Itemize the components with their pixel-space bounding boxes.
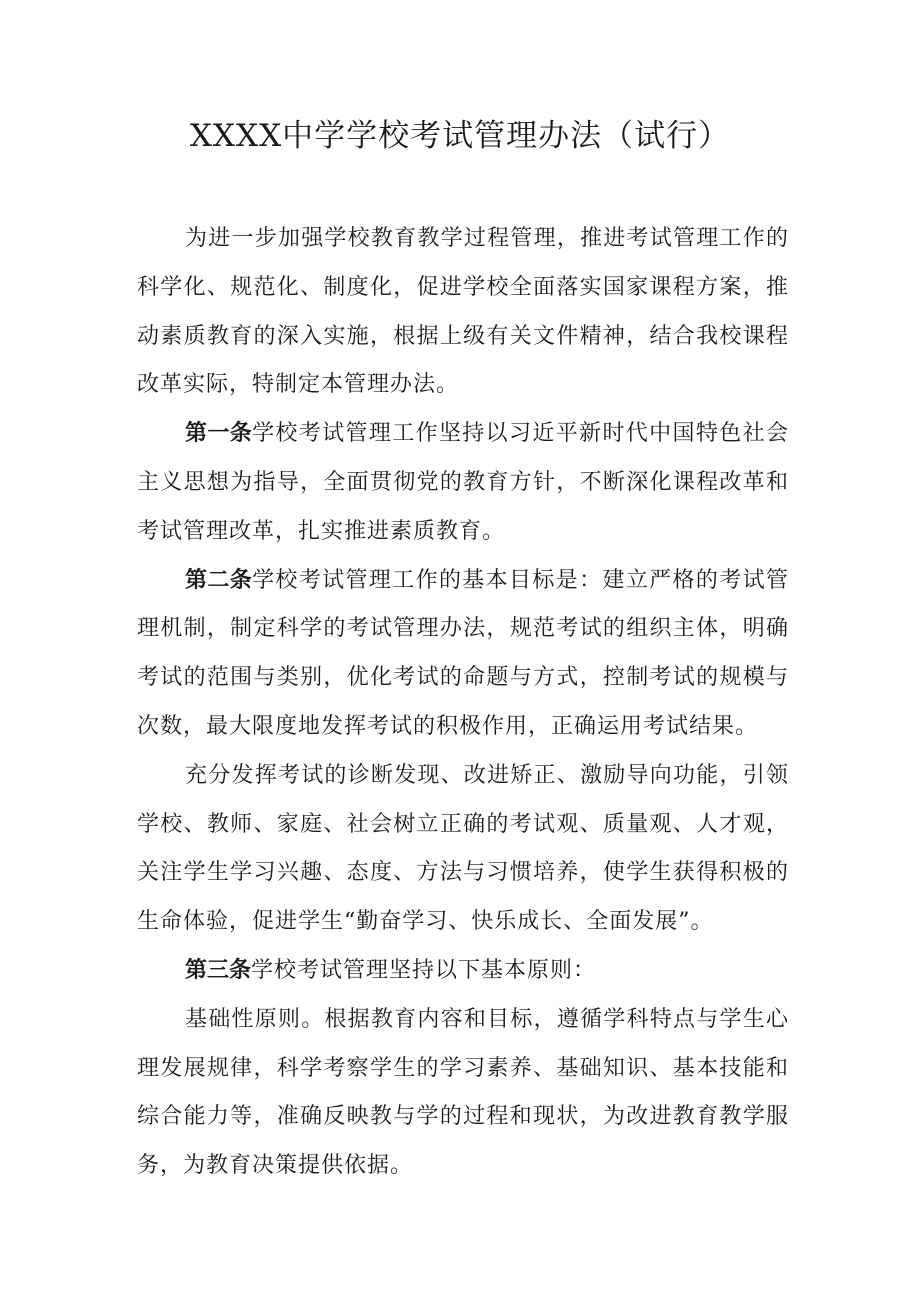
paragraph-article-3 bbox=[137, 947, 789, 996]
document-body bbox=[137, 215, 789, 1191]
article-heading: 第三条 bbox=[185, 957, 252, 983]
article-heading: 第一条 bbox=[185, 421, 253, 447]
paragraph-text: 基础性原则。根据教育内容和目标，遵循学科特点与学生心理发展规律，科学考察学生的学习素养、基础知识、基本技能和综合能力等，准确反映教与学的过程和现状，为改进教育教学服务，为教育决策提供依据。 bbox=[137, 1006, 789, 1179]
paragraph-principle-basic bbox=[137, 996, 789, 1191]
paragraph-text: 学校考试管理坚持以下基本原则： bbox=[251, 957, 597, 983]
paragraph-text: 为进一步加强学校教育教学过程管理，推进考试管理工作的科学化、规范化、制度化，促进学校全面落实国家课程方案，推动素质教育的深入实施，根据上级有关文件精神，结合我校课程改革实际，特制定本管理办法。 bbox=[137, 226, 789, 398]
paragraph-article-2-continued bbox=[137, 752, 789, 947]
document-title: XXXX中学学校考试管理办法（试行） bbox=[189, 118, 731, 154]
article-heading: 第二条 bbox=[185, 567, 253, 593]
paragraph-article-1 bbox=[137, 410, 789, 556]
paragraph-intro bbox=[137, 215, 789, 410]
paragraph-text: 学校考试管理工作坚持以习近平新时代中国特色社会主义思想为指导，全面贯彻党的教育方针，不断深化课程改革和考试管理改革，扎实推进素质教育。 bbox=[137, 421, 789, 544]
paragraph-text: 学校考试管理工作的基本目标是：建立严格的考试管理机制，制定科学的考试管理办法，规范考试的组织主体，明确考试的范围与类别，优化考试的命题与方式，控制考试的规模与次数，最大限度地发挥考试的积极作用，正确运用考试结果。 bbox=[137, 567, 789, 739]
paragraph-article-2 bbox=[137, 557, 789, 752]
paragraph-text: 充分发挥考试的诊断发现、改进矫正、激励导向功能，引领学校、教师、家庭、社会树立正确的考试观、质量观、人才观，关注学生学习兴趣、态度、方法与习惯培养，使学生获得积极的生命体验，促进学生“勤奋学习、快乐成长、全面发展”。 bbox=[137, 762, 789, 935]
